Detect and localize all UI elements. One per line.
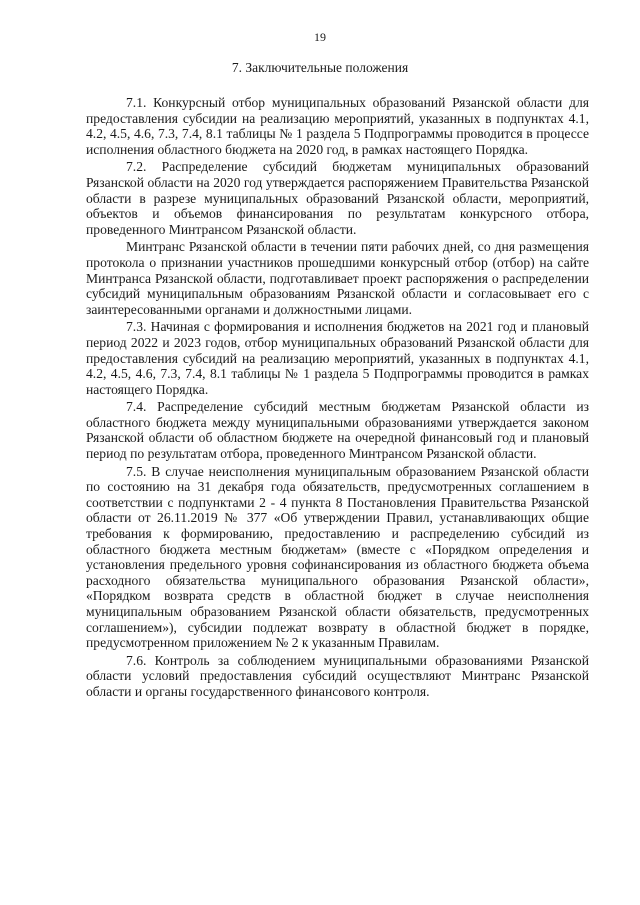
paragraph-7-2: 7.2. Распределение субсидий бюджетам муниципальных образований Рязанской области на 2020 год утверждается распоряжением Правительства Рязанской области в разрезе муниципальных образований Рязанской области, мероприятий, объектов и объемов финансирования по результатам конкурсного отбора, проведенного Минтрансом Рязанской области. [86,159,589,237]
paragraph-7-5: 7.5. В случае неисполнения муниципальным образованием Рязанской области по состоянию на 31 декабря года обязательств, предусмотренных соглашением в соответствии с подпунктами 2 - 4 пункта 8 Постановления Правительства Рязанской области от 26.11.2019 № 377 «Об утверждении Правил, устанавливающих общие требования к формированию, предоставлению и распределению субсидий из областного бюджета местным бюджетам» (вместе с «Порядком определения и установления предельного уровня софинансирования из областного бюджета объема расходного обязательства муниципального образования Рязанской области», «Порядком возврата средств в областной бюджет в случае неисполнения муниципальным образованием Рязанской области обязательств, предусмотренных соглашением»), субсидии подлежат возврату в областной бюджет в порядке, предусмотренном приложением № 2 к указанным Правилам. [86,463,589,651]
page-number: 19 [314,30,326,44]
paragraph-7-6: 7.6. Контроль за соблюдением муниципальными образованиями Рязанской области условий предоставления субсидий осуществляют Минтранс Рязанской области и органы государственного финансового контроля. [86,652,589,699]
section-body [86,95,589,702]
paragraph-7-4: 7.4. Распределение субсидий местным бюджетам Рязанской области из областного бюджета между муниципальными образованиями утверждается законом Рязанской области об областном бюджете на очередной финансовый год и плановый период по результатам отбора, проведенного Минтрансом Рязанской области. [86,399,589,462]
paragraph-7-1: 7.1. Конкурсный отбор муниципальных образований Рязанской области для предоставления субсидии на реализацию мероприятий, указанных в подпунктах 4.1, 4.2, 4.5, 4.6, 7.3, 7.4, 8.1 таблицы № 1 раздела 5 Подпрограммы проводится в процессе исполнения областного бюджета на 2020 год, в рамках настоящего Порядка. [86,95,589,157]
paragraph-7-2-continued: Минтранс Рязанской области в течении пяти рабочих дней, со дня размещения протокола о признании участников прошедшими конкурсный отбор (отбор) на сайте Минтранса Рязанской области, подготавливает проект распоряжения о распределении субсидий муниципальным образованиям Рязанской области и согласовывает его с заинтересованными органами и должностными лицами. [86,239,589,317]
paragraph-7-3: 7.3. Начиная с формирования и исполнения бюджетов на 2021 год и плановый период 2022 и 2023 годов, отбор муниципальных образований Рязанской области для предоставления субсидий на реализацию мероприятий, указанных в подпунктах 4.1, 4.2, 4.5, 4.6, 7.3, 7.4, 8.1 таблицы № 1 раздела 5 Подпрограммы проводится в рамках настоящего Порядка. [86,319,589,397]
section-heading: 7. Заключительные положения [231,60,409,75]
